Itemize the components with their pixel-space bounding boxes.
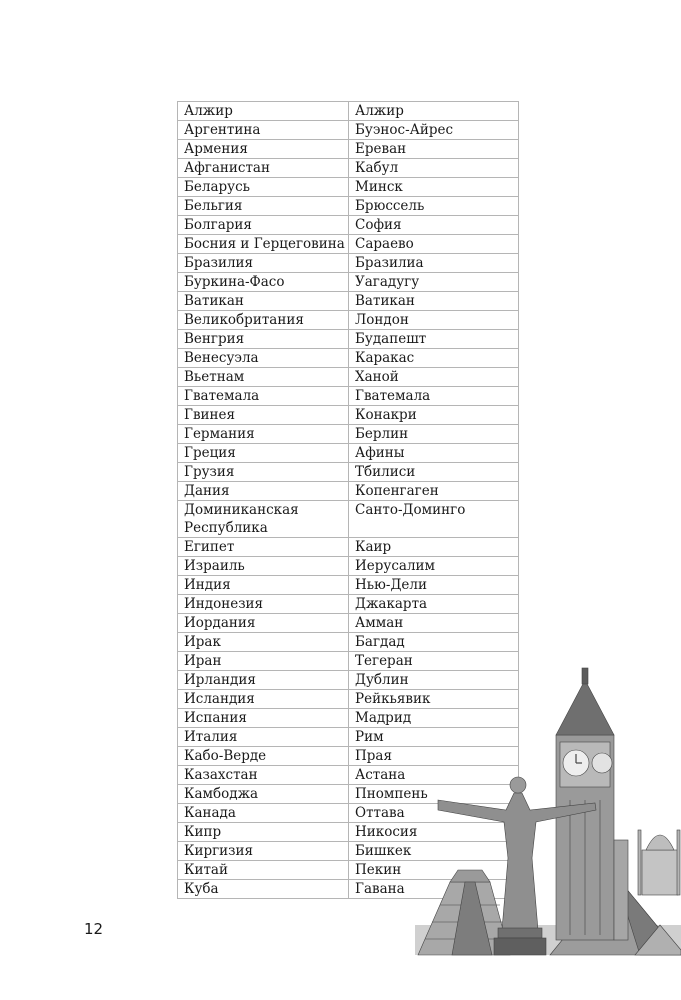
capital-cell: Будапешт [349, 330, 519, 349]
country-cell: Доминиканская Республика [178, 501, 349, 538]
table-row [178, 444, 519, 463]
capital-cell: Ханой [349, 368, 519, 387]
capital-cell: Нью-Дели [349, 576, 519, 595]
country-cell: Грузия [178, 463, 349, 482]
capital-cell: Сараево [349, 235, 519, 254]
capital-cell: Уагадугу [349, 273, 519, 292]
table-row [178, 576, 519, 595]
capital-cell: Тбилиси [349, 463, 519, 482]
capital-cell: Иерусалим [349, 557, 519, 576]
country-cell: Аргентина [178, 121, 349, 140]
capital-cell: Лондон [349, 311, 519, 330]
table-row [178, 121, 519, 140]
capital-cell: Тегеран [349, 652, 519, 671]
country-cell: Кабо-Верде [178, 747, 349, 766]
country-cell: Дания [178, 482, 349, 501]
capital-cell: Багдад [349, 633, 519, 652]
capital-cell: Каракас [349, 349, 519, 368]
country-cell: Болгария [178, 216, 349, 235]
capital-cell: Ереван [349, 140, 519, 159]
country-cell: Канада [178, 804, 349, 823]
page-number: 12 [84, 920, 104, 938]
country-cell: Беларусь [178, 178, 349, 197]
capital-cell: Астана [349, 766, 519, 785]
country-cell: Великобритания [178, 311, 349, 330]
capital-cell: София [349, 216, 519, 235]
table-row [178, 292, 519, 311]
capital-cell: Рейкьявик [349, 690, 519, 709]
country-cell: Афганистан [178, 159, 349, 178]
table-row [178, 254, 519, 273]
capital-cell: Дублин [349, 671, 519, 690]
country-cell: Ватикан [178, 292, 349, 311]
country-cell: Иордания [178, 614, 349, 633]
country-cell: Босния и Герцеговина [178, 235, 349, 254]
country-cell: Индонезия [178, 595, 349, 614]
table-row [178, 595, 519, 614]
capital-cell: Копенгаген [349, 482, 519, 501]
country-cell: Куба [178, 880, 349, 899]
capital-cell: Берлин [349, 425, 519, 444]
capital-cell: Рим [349, 728, 519, 747]
capital-cell: Амман [349, 614, 519, 633]
country-cell: Венесуэла [178, 349, 349, 368]
country-cell: Камбоджа [178, 785, 349, 804]
country-cell: Испания [178, 709, 349, 728]
capital-cell: Конакри [349, 406, 519, 425]
capital-cell: Санто-Доминго [349, 501, 519, 538]
table-row [178, 102, 519, 121]
country-cell: Гвинея [178, 406, 349, 425]
capital-cell: Джакарта [349, 595, 519, 614]
table-row [178, 178, 519, 197]
capital-cell: Кабул [349, 159, 519, 178]
country-cell: Алжир [178, 102, 349, 121]
table-row [178, 406, 519, 425]
world-landmarks-illustration [410, 660, 681, 960]
table-row [178, 538, 519, 557]
country-cell: Израиль [178, 557, 349, 576]
capital-cell: Мадрид [349, 709, 519, 728]
country-cell: Бельгия [178, 197, 349, 216]
capital-cell: Бразилиа [349, 254, 519, 273]
capital-cell: Пекин [349, 861, 519, 880]
table-row [178, 387, 519, 406]
table-row [178, 501, 519, 538]
country-cell: Вьетнам [178, 368, 349, 387]
table-row [178, 614, 519, 633]
capital-cell: Ватикан [349, 292, 519, 311]
capital-cell: Бишкек [349, 842, 519, 861]
country-cell: Греция [178, 444, 349, 463]
country-cell: Ирак [178, 633, 349, 652]
capital-cell: Брюссель [349, 197, 519, 216]
capital-cell: Оттава [349, 804, 519, 823]
capital-cell: Гавана [349, 880, 519, 899]
table-row [178, 557, 519, 576]
country-cell: Венгрия [178, 330, 349, 349]
capital-cell: Алжир [349, 102, 519, 121]
country-cell: Исландия [178, 690, 349, 709]
country-cell: Киргизия [178, 842, 349, 861]
country-cell: Бразилия [178, 254, 349, 273]
capital-cell: Прая [349, 747, 519, 766]
country-cell: Кипр [178, 823, 349, 842]
country-cell: Армения [178, 140, 349, 159]
table-row [178, 235, 519, 254]
table-row [178, 159, 519, 178]
capital-cell: Пномпень [349, 785, 519, 804]
table-row [178, 216, 519, 235]
table-row [178, 273, 519, 292]
country-cell: Буркина-Фасо [178, 273, 349, 292]
table-row [178, 311, 519, 330]
table-row [178, 330, 519, 349]
country-cell: Италия [178, 728, 349, 747]
capital-cell: Афины [349, 444, 519, 463]
capital-cell: Каир [349, 538, 519, 557]
table-row [178, 368, 519, 387]
country-cell: Египет [178, 538, 349, 557]
table-row [178, 633, 519, 652]
capital-cell: Буэнос-Айрес [349, 121, 519, 140]
capital-cell: Гватемала [349, 387, 519, 406]
country-cell: Казахстан [178, 766, 349, 785]
table-row [178, 482, 519, 501]
capital-cell: Минск [349, 178, 519, 197]
country-cell: Китай [178, 861, 349, 880]
country-cell: Гватемала [178, 387, 349, 406]
country-cell: Ирландия [178, 671, 349, 690]
country-cell: Германия [178, 425, 349, 444]
table-row [178, 463, 519, 482]
table-row [178, 349, 519, 368]
table-row [178, 140, 519, 159]
table-row [178, 197, 519, 216]
country-cell: Индия [178, 576, 349, 595]
country-cell: Иран [178, 652, 349, 671]
capital-cell: Никосия [349, 823, 519, 842]
table-row [178, 425, 519, 444]
